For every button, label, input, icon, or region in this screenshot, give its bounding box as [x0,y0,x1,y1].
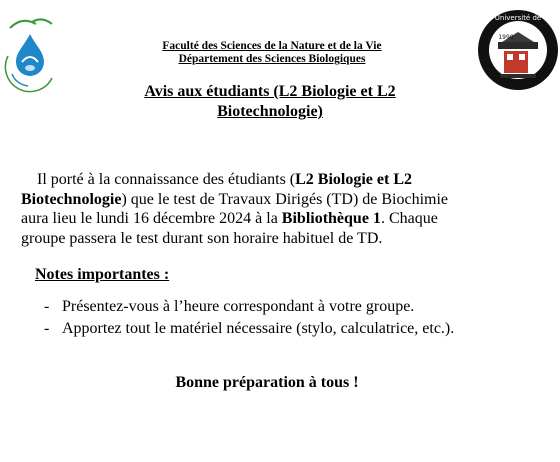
department-name: Département des Sciences Biologiques [178,53,366,65]
faculty-name: Faculté des Sciences de la Nature et de la Vie [162,40,382,52]
body-line-3 [21,209,541,229]
list-item [44,296,454,318]
announcement-title-line1: Avis aux étudiants (L2 Biologie et L2 [144,83,396,100]
bullet-dash: - [44,298,50,315]
body-line-2 [21,190,541,210]
body-text: . Chaque [380,210,438,227]
notes-title: Notes importantes : [35,266,170,283]
university-logo [476,8,544,92]
class-highlight: L2 Biologie et L2 [295,171,413,188]
university-seal-icon [476,8,560,92]
closing-message: Bonne préparation à tous ! [175,374,359,391]
bullet-dash: - [44,320,50,337]
body-line-1 [21,170,541,190]
notes-list [44,296,454,340]
water-drop-leaf-icon [2,12,60,92]
list-item-text: Apportez tout le matériel nécessaire (stylo, calculatrice, etc.). [62,320,455,337]
list-item [44,318,454,340]
class-highlight: Biotechnologie [21,190,122,208]
body-line-4: groupe passera le test durant son horaire habituel de TD. [21,229,383,247]
body-text: ) que le test de Travaux Dirigés (TD) de Biochimie [121,190,449,208]
seal-text: Université de [494,14,542,22]
body-text: aura lieu le lundi 16 décembre 2024 à la [21,210,282,227]
list-item-text: Présentez-vous à l’heure correspondant à votre groupe. [62,298,415,315]
body-text: Il porté à la connaissance des étudiants ( [37,171,296,188]
location-highlight: Bibliothèque 1 [281,210,381,227]
announcement-body [21,170,541,248]
announcement-title-line2: Biotechnologie) [217,103,323,120]
faculty-logo [2,12,60,92]
seal-year: 1990 [498,34,514,41]
